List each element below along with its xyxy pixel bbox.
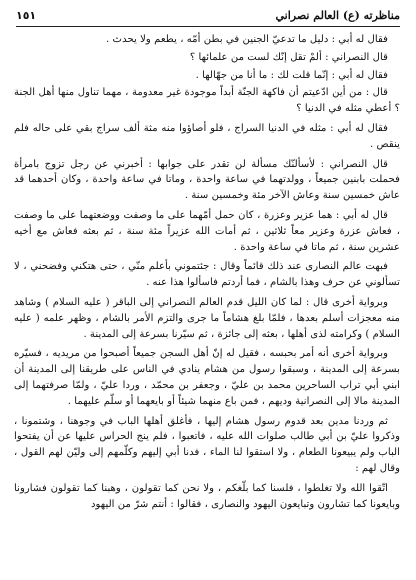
running-header xyxy=(16,6,400,27)
paragraph: قال النصراني : لأسألنّك مسألة لن تقدر على جوابها : أخبرني عن رجل تزوج بامرأة فحملت بابنين جميعاً ، وولدتهما في ساعة واحدة ، وماتا في ساعة واحدة ، وكان أحدهما قد عاش خمسين سنة وعاش الآخر مئة وخمسين سنة . xyxy=(14,158,400,202)
paragraph: فقال له أبي : مثله في الدنيا السراج ، فلو أصاؤوا منه مثة ألف سراج بقي على حاله فلم ينقص . xyxy=(14,122,400,150)
paragraph: فقال له أبي : دليل ما تدعيّ الجنين في بطن أمّه ، يطعم ولا يحدث . xyxy=(106,34,388,45)
running-title: مناظرته (ع) العالم نصراني xyxy=(275,9,400,22)
paragraph: فبهت عالم النصارى عند ذلك قائماً وقال : جئتموني بأعلم منّي ، حتى هتكني وفضحني ، لا تسألوني عن حرف وهذا بالشام ، فما أردتم فاسألوا هذا عنه . xyxy=(14,261,400,289)
paragraph: فقال له أبي : إنّما قلت لك : ما أنا من جهّالها . xyxy=(195,69,388,81)
paragraph: ثم وردنا مدين بعد قدوم رسول هشام إليها ، فأغلق أهلها الباب في وجوهنا ، وشتمونا ، وذكروا عليّ بن أبي طالب صلوات الله عليه ، فاتعبوا ، فلم ينج الحراس عليها عن أن يفتحوا الباب ولم يبيعونا الطعام ، ولا استقوا لنا الماء ، فدنا أبي إليهم وكلّمهم إلى وليّن لهم القول ، وقال لهم : xyxy=(14,415,400,474)
paragraph: اتّقوا الله ولا تغلطوا ، فلسنا كما بلّغكم ، ولا نحن كما تقولون ، وهبنا كما تقولون فشارونا وبايعونا كما تشارون وتبايعون اليهود والنصارى ، فقالوا : أنتم شرّ من اليهود xyxy=(14,482,400,510)
paragraph: قال : من أين ادّعيتم أن فاكهة الجنّة أبداً موجودة غير معدومة ، مهما تناول منها أهل الجنة ؟ أعطي مثله في الدنيا ؟ xyxy=(14,87,400,115)
page-number: ١٥١ xyxy=(16,9,37,22)
paragraph: قال النصراني : ألمْ تقل إنّك لست من علمائها ؟ xyxy=(189,51,388,63)
paragraph: قال له أبي : هما عزير وعزرة ، كان حمل أمّهما على ما وصفت ووضعتهما على ما وصفت ، فعاش عزرة وعزير معاً ثلاثين ، ثم أمات الله عزيراً مئة سنة ، ثم بعثه فعاش مع أخيه عشرين سنة ، ثم ماتا في ساعة واحدة . xyxy=(14,209,400,253)
paragraph: وبرواية أخرى قال : لما كان الليل قدم العالم النصراني إلى الباقر ( عليه السلام ) وشاهد منه معجزات أسلم بعدها ، فلمّا بلغ هشاماً ما جرى والتزم الأمر بالشام ، وظهر علمه ( عليه السلام ) وكرامته لذى أهلها ، بعثه إلى جائزة ، ثم سيّرنا بسرعة إلى المدينة . xyxy=(14,296,400,340)
paragraph: وبرواية أخرى أنه أمر بحبسه ، فقيل له إنّ أهل السجن جميعاً أصبحوا من مريديه ، فسيّره بسرعة إلى المدينة ، وسبقوا رسول من هشام ينادي في الناس على طريقنا إلى المدينة أن ابني أبي تراب الساحرين محمد بن عليّ ، وجعفر بن محمّد ، وردا عليّ ، ولمّا صرفتهما إلى المدينة مالا إلى النصرانية وديهم ، فمن باع منهما شيئاً أو بايعهما أو سلّم عليهما . xyxy=(14,348,400,407)
body-text xyxy=(14,32,400,576)
